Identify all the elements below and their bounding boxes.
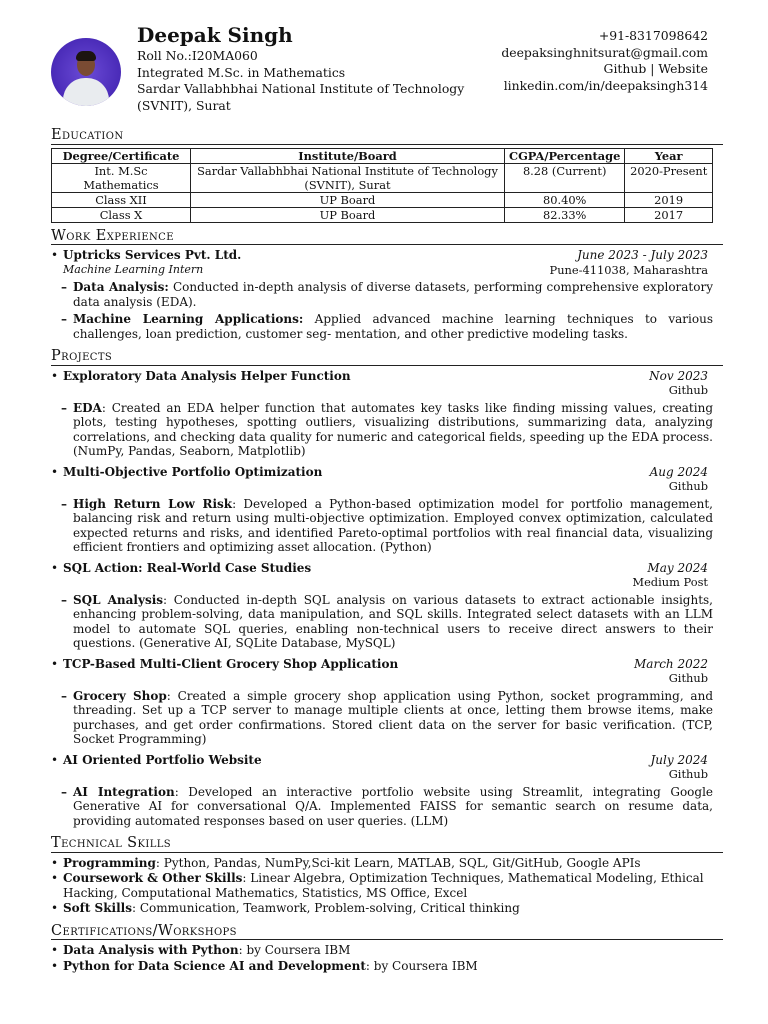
work-item — [51, 312, 723, 341]
institute-cell-line-2: (SVNIT), Surat — [304, 177, 391, 192]
list-item: • Soft Skills: Communication, Teamwork, Problem-solving, Critical thinking — [51, 901, 723, 916]
project-label: SQL Analysis — [73, 592, 164, 607]
project-heading-row — [51, 465, 723, 480]
institute-cell: UP Board — [191, 207, 505, 222]
degree-cell: Int. M.Sc Mathematics — [52, 163, 191, 192]
project-name: • AI Oriented Portfolio Website — [63, 752, 262, 767]
roll-number: Roll No.:I20MA060 — [137, 48, 258, 63]
year-cell: 2020-Present — [625, 163, 713, 192]
dash-marker: – — [61, 688, 67, 703]
work-role: Machine Learning Intern — [63, 262, 204, 276]
work-sub-row — [51, 263, 723, 278]
work-dates: June 2023 - July 2023 — [577, 248, 708, 262]
col-score: CGPA/Percentage — [505, 148, 625, 163]
certification-label: Python for Data Science AI and Development — [63, 958, 366, 973]
profile-links — [501, 61, 708, 78]
project-heading-row — [51, 561, 723, 576]
dash-marker: – — [61, 400, 67, 415]
project-heading-row — [51, 753, 723, 768]
degree-cell: Class X — [52, 207, 191, 222]
certifications-title: Certifications/Workshops — [51, 924, 723, 941]
dash-marker: – — [61, 592, 67, 607]
score-cell: 82.33% — [505, 207, 625, 222]
table-header-row — [52, 148, 713, 163]
education-title: Education — [51, 128, 723, 145]
institute-line-2: (SVNIT), Surat — [137, 97, 231, 113]
table-row — [52, 207, 713, 222]
project-entry — [51, 753, 723, 829]
skills-section — [51, 836, 723, 916]
work-item-label: Data Analysis: — [73, 280, 169, 294]
header-contact — [501, 28, 708, 94]
work-item-text: Applied advanced machine learning techniques to various challenges, loan prediction, customer seg- mentation, and other predictive modeling tasks. — [73, 312, 713, 341]
project-date: Aug 2024 — [649, 464, 708, 479]
dash-marker: – — [61, 496, 67, 511]
website-link[interactable]: Website — [658, 61, 708, 76]
project-label: EDA — [73, 400, 102, 415]
email-link[interactable]: deepaksinghnitsurat@gmail.com — [501, 44, 708, 60]
project-label: AI Integration — [73, 784, 175, 799]
project-entry — [51, 561, 723, 651]
project-description: – EDA: Created an EDA helper function that automates key tasks like finding missing values, creating plots, testing hypotheses, spotting outliers, visualizing distributions, summarizing data, analyzing correlations, and checking data quality for numeric and categorical fields, speeding up the EDA process. (NumPy, Pandas, Seaborn, Matplotlib) — [61, 400, 714, 458]
degree-cell: Class XII — [52, 192, 191, 207]
certification-text: by Coursera IBM — [246, 943, 351, 957]
work-title: Work Experience — [51, 229, 723, 246]
project-text: Created a simple grocery shop application using Python, socket programming, and threading. Set up a TCP server to manage multiple clients at once, letting them browse items, make purchases, and get order confirmations. Stored client data on the server for basic verification. (TCP, Socket Programming) — [73, 688, 713, 746]
table-row — [52, 192, 713, 207]
project-entry — [51, 465, 723, 555]
institute-cell — [191, 163, 505, 192]
skill-label: Coursework & Other Skills — [63, 871, 243, 885]
year-cell: 2019 — [625, 192, 713, 207]
project-text: Developed a Python-based optimization model for portfolio management, balancing risk and return using multi-objective optimization. Employed convex optimization, calculated expected returns and risks, and identified Pareto-optimal portfolios with real financial data, visualizing efficient frontiers and optimizing asset allocation. (Python) — [73, 496, 713, 554]
project-label: Grocery Shop — [73, 688, 167, 703]
project-date: July 2024 — [650, 752, 708, 767]
resume-page — [51, 24, 723, 973]
certifications-section — [51, 924, 723, 974]
project-text: Conducted in-depth SQL analysis on various datasets to extract actionable insights, enhancing problem-solving, data manipulation, and SQL skills. Integrated select datasets with an LLM model to automate SQL queries, enabling non-technical users to receive direct answers to their questions. (Generative AI, SQLite Database, MySQL) — [73, 592, 713, 650]
dash-marker: – — [61, 784, 67, 799]
project-date: March 2022 — [634, 656, 708, 671]
work-entry — [51, 248, 723, 341]
list-item: • Data Analysis with Python: by Coursera IBM — [51, 943, 723, 958]
list-item: • Coursework & Other Skills: Linear Algebra, Optimization Techniques, Mathematical Modeling, Ethical Hacking, Computational Mathematics, Statistics, MS Office, Excel — [51, 871, 723, 900]
skills-list — [51, 856, 723, 916]
resume-header — [51, 24, 723, 124]
score-cell: 8.28 (Current) — [505, 163, 625, 192]
certification-text: by Coursera IBM — [373, 958, 478, 973]
work-item-text: Conducted in-depth analysis of diverse datasets, performing comprehensive exploratory data analysis (EDA). — [73, 280, 713, 309]
project-link[interactable]: Github — [668, 479, 708, 493]
project-description: – High Return Low Risk: Developed a Python-based optimization model for portfolio management, balancing risk and return using multi-objective optimization. Employed convex optimization, calculated expected returns and risks, and identified Pareto-optimal portfolios with real financial data, visualizing efficient frontiers and optimizing asset allocation. (Python) — [61, 496, 713, 554]
program-name: Integrated M.Sc. in Mathematics — [137, 64, 346, 80]
project-link[interactable]: Medium Post — [632, 575, 708, 589]
institute-cell: UP Board — [191, 192, 505, 207]
project-description: – AI Integration: Developed an interactive portfolio website using Streamlit, integrating Google Generative AI for conversational Q/A. Implemented FAISS for semantic search on resume data, providing automated responses based on user queries. (LLM) — [61, 784, 714, 828]
list-item: • Python for Data Science AI and Development: by Coursera IBM — [51, 959, 723, 974]
project-link[interactable]: Github — [668, 671, 708, 685]
project-link[interactable]: Github — [668, 383, 708, 397]
institute-cell-line-1: Sardar Vallabhbhai National Institute of Technology — [197, 163, 498, 178]
score-cell: 80.40% — [505, 192, 625, 207]
project-label: High Return Low Risk — [73, 496, 233, 511]
project-entry — [51, 657, 723, 747]
project-date: May 2024 — [647, 560, 708, 575]
project-date: Nov 2023 — [649, 368, 708, 383]
institute-line-1: Sardar Vallabhbhai National Institute of Technology — [137, 81, 465, 96]
project-link[interactable]: Github — [668, 767, 708, 781]
project-name: • SQL Action: Real-World Case Studies — [63, 560, 312, 575]
skill-text: Communication, Teamwork, Problem-solving, Critical thinking — [139, 901, 520, 915]
projects-section — [51, 349, 723, 828]
col-degree: Degree/Certificate — [52, 148, 191, 163]
dash-marker: – — [61, 312, 67, 326]
linkedin-link[interactable]: linkedin.com/in/deepaksingh314 — [503, 77, 708, 93]
list-item: • Programming: Python, Pandas, NumPy,Sci-kit Learn, MATLAB, SQL, Git/GitHub, Google APIs — [51, 856, 723, 871]
work-heading-row — [51, 248, 723, 263]
dash-marker: – — [61, 280, 67, 294]
project-heading-row — [51, 657, 723, 672]
candidate-name: Deepak Singh — [137, 23, 293, 47]
certifications-list — [51, 943, 723, 973]
certification-label: Data Analysis with Python — [63, 943, 239, 957]
company-name: • Uptricks Services Pvt. Ltd. — [63, 248, 242, 262]
link-separator: | — [650, 61, 655, 76]
profile-photo — [51, 38, 121, 106]
project-text: Developed an interactive portfolio website using Streamlit, integrating Google Generative AI for conversational Q/A. Implemented FAISS for semantic search on resume data, providing automated responses based on user queries. (LLM) — [73, 784, 714, 828]
skill-label: Soft Skills — [63, 901, 132, 915]
work-section — [51, 229, 723, 342]
project-text: Created an EDA helper function that automates key tasks like finding missing values, creating plots, testing hypotheses, spotting outliers, visualizing distributions, summarizing data, analyzing correlations, and checking data quality for numeric and categorical fields, speeding up the EDA process. (NumPy, Pandas, Seaborn, Matplotlib) — [73, 400, 714, 458]
skills-title: Technical Skills — [51, 836, 723, 853]
project-name: • Multi-Objective Portfolio Optimization — [63, 464, 323, 479]
skill-text: Linear Algebra, Optimization Techniques, Mathematical Modeling, Ethical Hacking, Computational Mathematics, Statistics, MS Office, Excel — [63, 871, 704, 900]
skill-label: Programming — [63, 855, 156, 870]
work-item — [51, 280, 723, 309]
header-left — [137, 24, 497, 114]
work-item-label: Machine Learning Applications: — [73, 312, 304, 326]
project-entry — [51, 369, 723, 459]
education-table — [51, 148, 713, 223]
phone-link[interactable]: +91-8317098642 — [598, 28, 708, 43]
col-institute: Institute/Board — [191, 148, 505, 163]
github-link[interactable]: Github — [603, 61, 647, 76]
project-heading-row — [51, 369, 723, 384]
project-name: • Exploratory Data Analysis Helper Function — [63, 368, 351, 383]
year-cell: 2017 — [625, 207, 713, 222]
education-section — [51, 128, 723, 223]
photo-hair — [76, 51, 96, 61]
table-row — [52, 163, 713, 192]
project-description: – Grocery Shop: Created a simple grocery shop application using Python, socket programming, and threading. Set up a TCP server to manage multiple clients at once, letting them browse items, make purchases, and get order confirmations. Stored client data on the server for basic verification. (TCP, Socket Programming) — [61, 688, 713, 746]
project-description: – SQL Analysis: Conducted in-depth SQL analysis on various datasets to extract actionable insights, enhancing problem-solving, data manipulation, and SQL skills. Integrated select datasets with an LLM model to automate SQL queries, enabling non-technical users to receive direct answers to their questions. (Generative AI, SQLite Database, MySQL) — [61, 592, 713, 650]
col-year: Year — [625, 148, 713, 163]
skill-text: Python, Pandas, NumPy,Sci-kit Learn, MATLAB, SQL, Git/GitHub, Google APIs — [163, 855, 641, 870]
project-name: • TCP-Based Multi-Client Grocery Shop Application — [63, 656, 399, 671]
work-location: Pune-411038, Maharashtra — [549, 262, 708, 277]
photo-body — [63, 78, 109, 106]
projects-title: Projects — [51, 349, 723, 366]
